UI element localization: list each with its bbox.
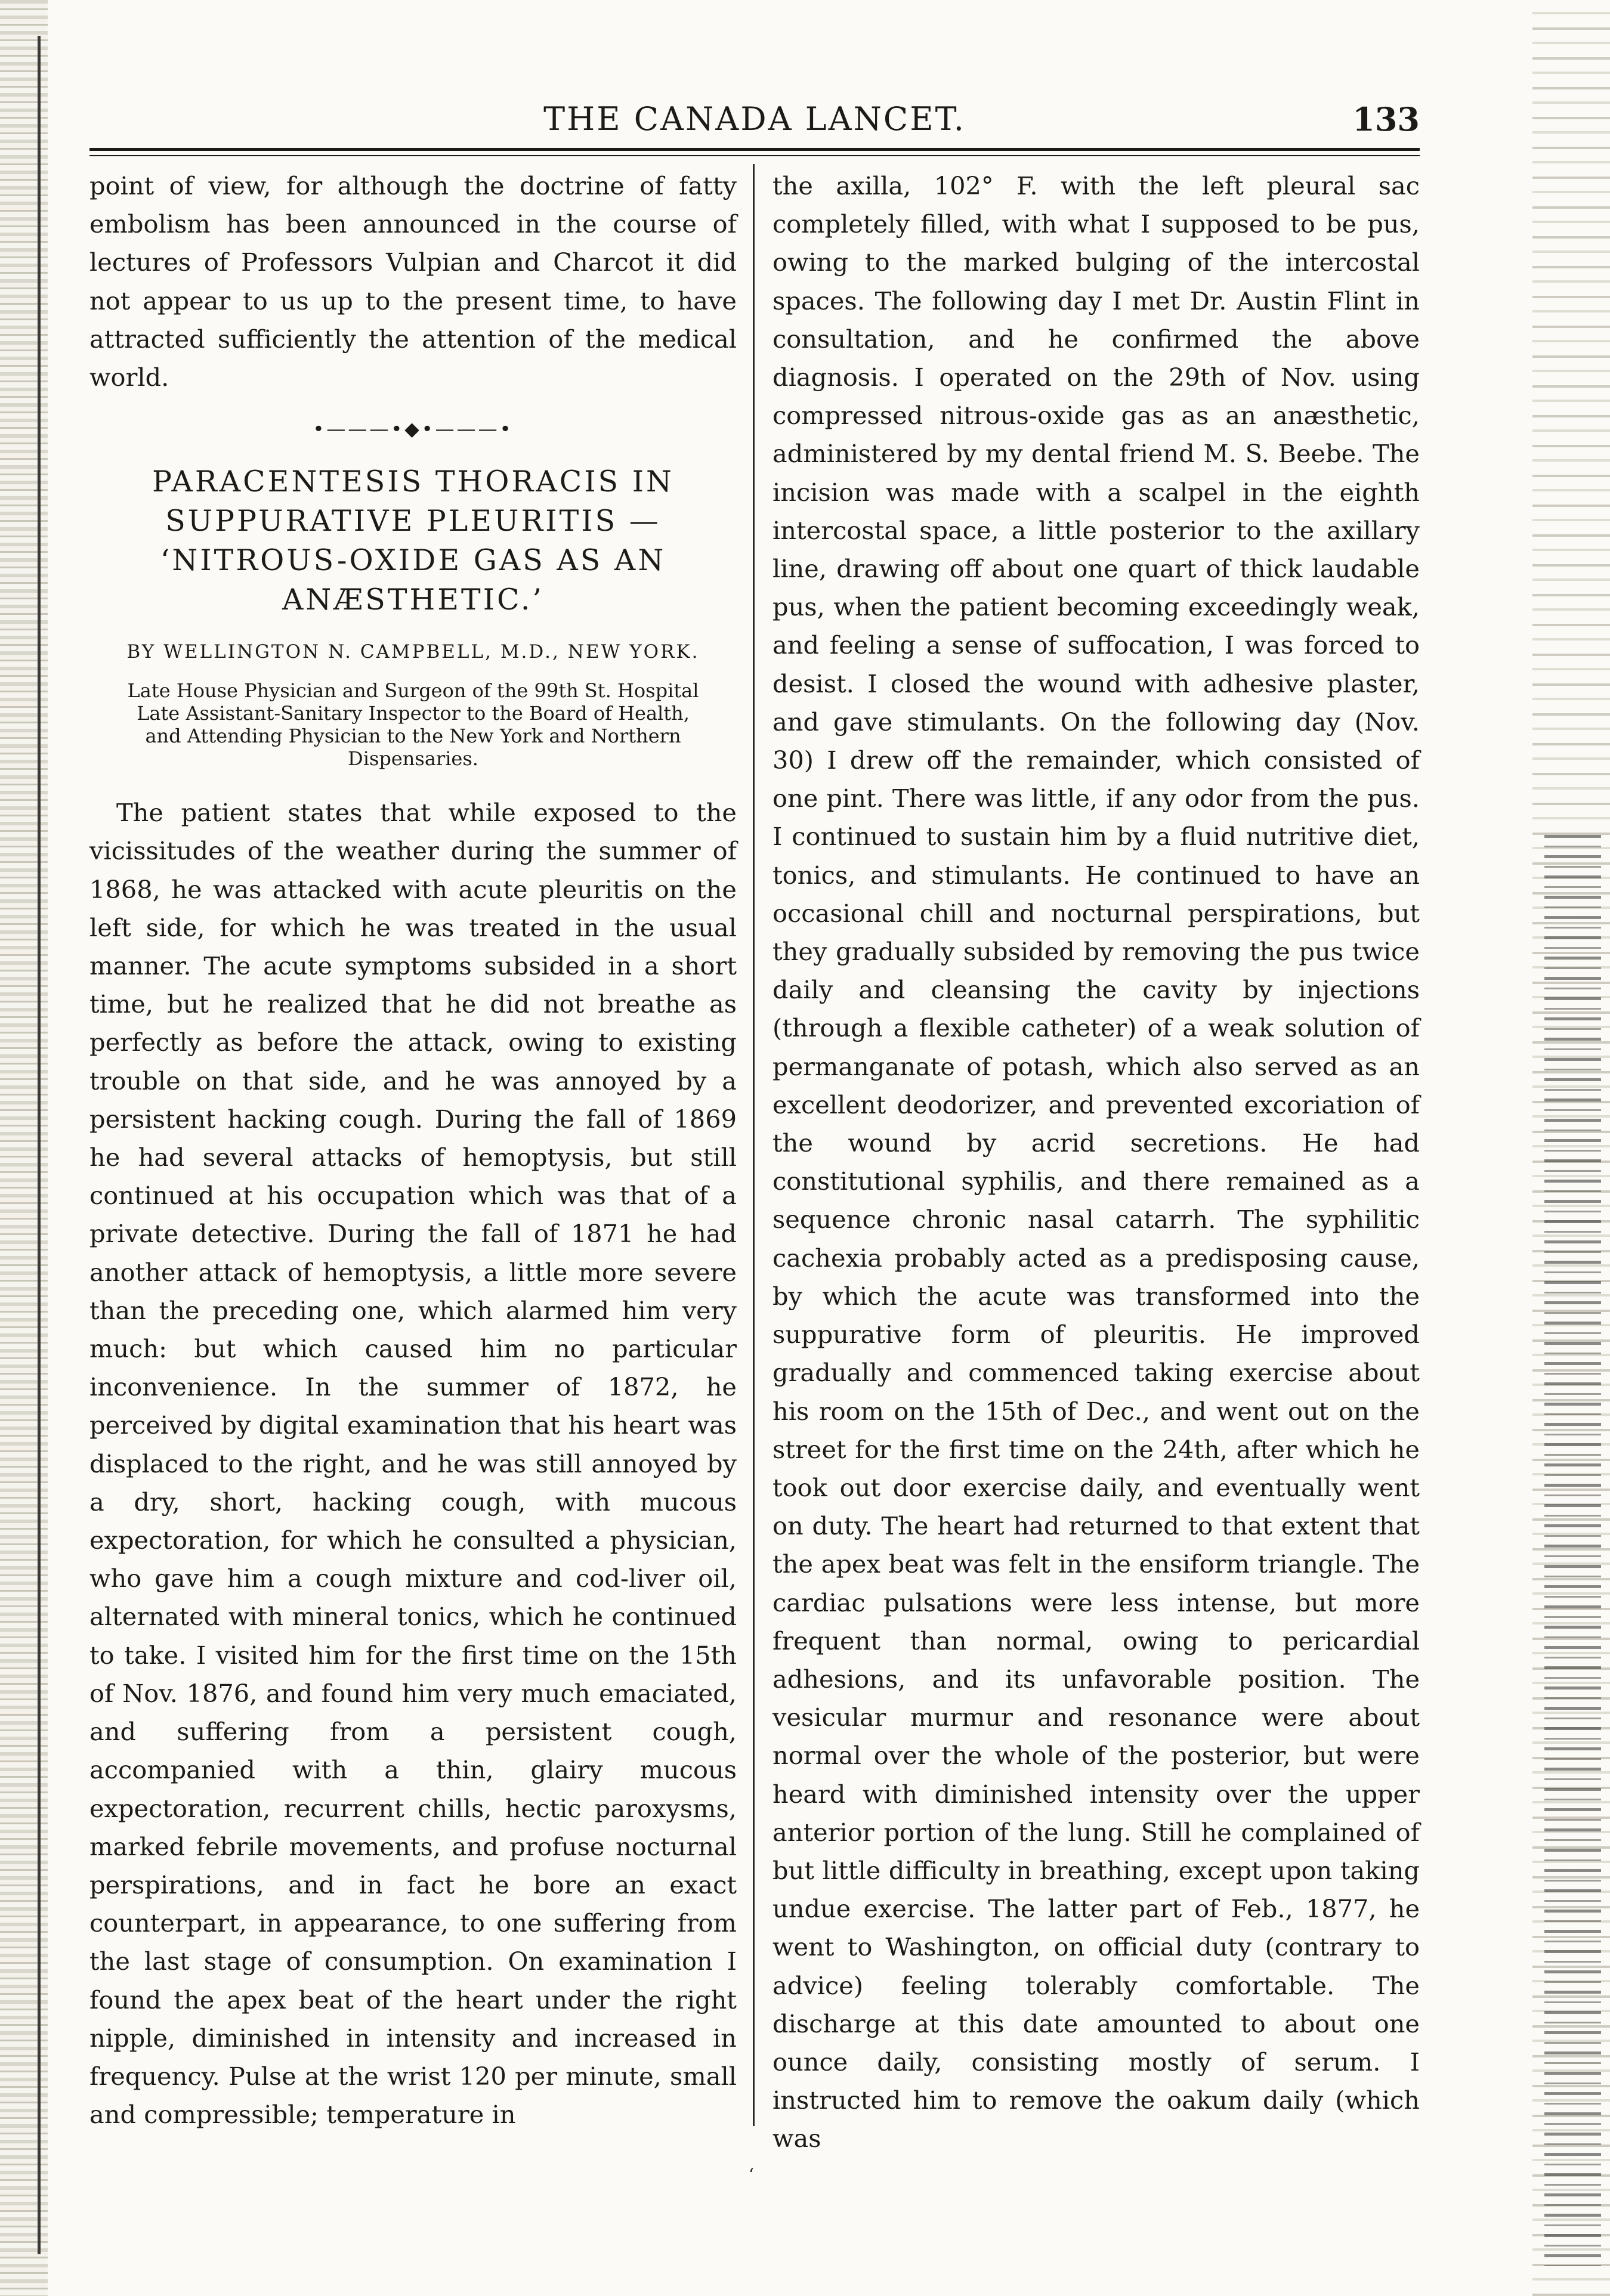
header-rule-thin bbox=[89, 155, 1420, 156]
right-column bbox=[772, 167, 1420, 2158]
page-header bbox=[89, 98, 1420, 146]
author-byline: BY WELLINGTON N. CAMPBELL, M.D., NEW YORK. bbox=[126, 641, 700, 663]
left-column bbox=[89, 167, 737, 2134]
article-body-left: The patient states that while exposed to the vicissitudes of the weather during the summer of 1868, he was attacked with acute pleuritis on the left side, for which he was treated in the usual manner. The acute symptoms subsided in a short time, but he realized that he did not breathe as perfectly as before the attack, owing to existing trouble on that side, and he was annoyed by a persistent hacking cough. During the fall of 1869 he had several attacks of hemoptysis, but still continued at his occupation which was that of a private detective. During the fall of 1871 he had another attack of hemoptysis, a little more severe than the preceding one, which alarmed him very much: but which caused him no particular inconvenience. In the summer of 1872, he perceived by digital examination that his heart was displaced to the right, and he was still annoyed by a dry, short, hacking cough, with mucous expectoration, for which he consulted a physician, who gave him a cough mixture and cod-liver oil, alternated with mineral tonics, which he continued to take. I visited him for the first time on the 15th of Nov. 1876, and found him very much emaciated, and suffering from a persistent cough, accompanied with a thin, glairy mucous expectoration, recurrent chills, hectic paroxysms, marked febrile movements, and profuse nocturnal perspirations, and in fact he bore an exact counterpart, in appearance, to one suffering from the last stage of consumption. On examination I found the apex beat of the heart under the right nipple, diminished in intensity and increased in frequency. Pulse at the wrist 120 per minute, small and compressible; temperature in bbox=[89, 798, 737, 2130]
right-binding-edge bbox=[1532, 0, 1610, 2296]
continued-paragraph: point of view, for although the doctrine of fatty embolism has been announced in the course of lectures of Professors Vulpian and Charcot it did not appear to us up to the present time, to have attracted sufficiently the attention of the medical world. bbox=[89, 171, 737, 392]
section-ornament: •———•◆•———• bbox=[313, 417, 514, 441]
article-title: PARACENTESIS THORACIS IN SUPPURATIVE PLEURITIS — ‘NITROUS-OXIDE GAS AS AN ANÆSTHETIC.’ bbox=[152, 465, 674, 617]
running-title: THE CANADA LANCET. bbox=[543, 100, 966, 138]
header-rule bbox=[89, 148, 1420, 151]
left-binding-edge bbox=[0, 0, 48, 2296]
page-number: 133 bbox=[1352, 100, 1420, 138]
footer-mark: ‘ bbox=[749, 2165, 754, 2184]
column-divider bbox=[753, 164, 755, 2126]
author-credentials: Late House Physician and Surgeon of the 99th St. Hospital Late Assistant-Sanitary Inspector to the Board of Health, and Attending Physician to the New York and Northern Dispensaries. bbox=[127, 679, 699, 771]
article-body-right: the axilla, 102° F. with the left pleural sac completely filled, with what I supposed to be pus, owing to the marked bulging of the intercostal spaces. The following day I met Dr. Austin Flint in consultation, and he confirmed the above diagnosis. I operated on the 29th of Nov. using compressed nitrous-oxide gas as an anæsthetic, administered by my dental friend M. S. Beebe. The incision was made with a scalpel in the eighth intercostal space, a little posterior to the axillary line, drawing off about one quart of thick laudable pus, when the patient becoming exceedingly weak, and feeling a sense of suffocation, I was forced to desist. I closed the wound with adhesive plaster, and gave stimulants. On the following day (Nov. 30) I drew off the remainder, which consisted of one pint. There was little, if any odor from the pus. I continued to sustain him by a fluid nutritive diet, tonics, and stimulants. He continued to have an occasional chill and nocturnal perspirations, but they gradually subsided by removing the pus twice daily and cleansing the cavity by injections (through a flexible catheter) of a weak solution of permanganate of potash, which also served as an excellent deodorizer, and prevented excoriation of the wound by acrid secretions. He had constitutional syphilis, and there remained as a sequence chronic nasal catarrh. The syphilitic cachexia probably acted as a predisposing cause, by which the acute was transformed into the suppurative form of pleuritis. He improved gradually and commenced taking exercise about his room on the 15th of Dec., and went out on the street for the first time on the 24th, after which he took out door exercise daily, and eventually went on duty. The heart had returned to that extent that the apex beat was felt in the ensiform triangle. The cardiac pulsations were less intense, but more frequent than normal, owing to pericardial adhesions, and its unfavorable position. The vesicular murmur and resonance were about normal over the whole of the posterior, but were heard with diminished intensity over the upper anterior portion of the lung. Still he complained of but little difficulty in breathing, except upon taking undue exercise. The latter part of Feb., 1877, he went to Washington, on official duty (contrary to advice) feeling tolerably comfortable. The discharge at this date amounted to about one ounce daily, consisting mostly of serum. I instructed him to remove the oakum daily (which was bbox=[772, 171, 1420, 2153]
